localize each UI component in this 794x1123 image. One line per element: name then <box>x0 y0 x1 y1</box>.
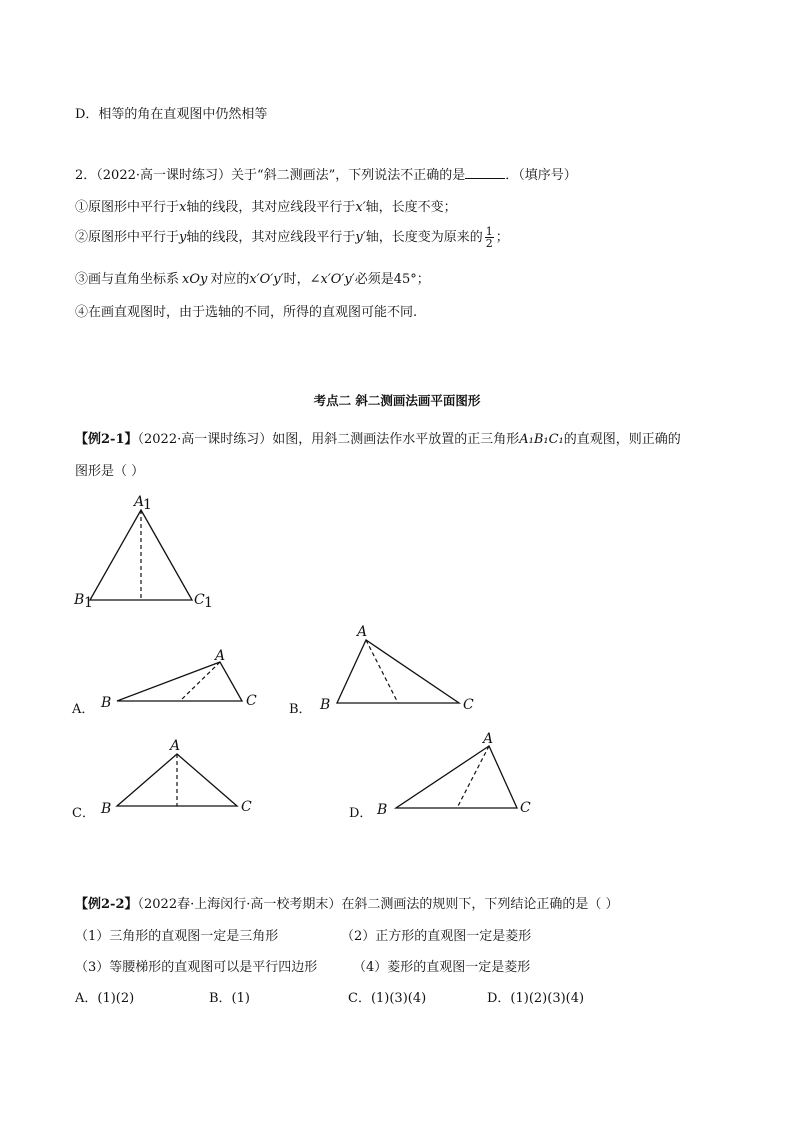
ex22-text: （2022春·上海闵行·高一校考期末）在斜二测画法的规则下，下列结论正确的是（ ） <box>137 897 619 912</box>
q2-item3-var2: x′O′y′ <box>249 272 284 287</box>
opt-b-label-a: A <box>357 624 368 640</box>
q2-suffix: ．（填序号） <box>505 168 577 183</box>
opt-b-label-c: C <box>463 697 474 713</box>
label-b1: B <box>74 592 85 608</box>
ex22-option-d[interactable]: D．(1)(2)(3)(4) <box>487 991 585 1006</box>
figure-option-c <box>100 738 252 817</box>
q2-item1-a: ①原图形中平行于 <box>75 200 180 215</box>
opt-a-label-b: B <box>101 695 112 711</box>
opt-b-label-b: B <box>320 697 331 713</box>
label-b1-sub: 1 <box>84 595 93 611</box>
figure-option-a <box>100 648 257 711</box>
triangle-b <box>337 640 459 703</box>
frac-num: 1 <box>485 225 493 238</box>
label-c1-sub: 1 <box>204 595 213 611</box>
ex22-tag: 【例2-2】 <box>75 897 138 912</box>
label-a1-sub: 1 <box>143 497 152 513</box>
section-title: 考点二 斜二测画法画平面图形 <box>313 393 481 408</box>
q2-item1-c: 轴，长度不变； <box>365 200 457 215</box>
q2-item2-c: 轴，长度变为原来的 <box>365 230 483 245</box>
q2-item3-c: 时， <box>283 272 310 287</box>
triangle-d <box>396 746 517 808</box>
q1-option-d: D．相等的角在直观图中仍然相等 <box>75 107 268 122</box>
q2-item3-var3: ∠x′O′y′ <box>309 272 355 287</box>
ex21-triangle-name: A₁B₁C₁ <box>519 432 564 447</box>
opt-c-label-c: C <box>241 799 252 815</box>
ex22-statement-4: （4）菱形的直观图一定是菱形 <box>353 960 531 975</box>
ex22-option-c[interactable]: C．(1)(3)(4) <box>348 991 427 1006</box>
option-d-label[interactable]: D． <box>349 806 373 821</box>
q2-item2-b: 轴的线段，其对应线段平行于 <box>186 230 356 245</box>
ex21-tag: 【例2-1】 <box>75 432 138 447</box>
q2-item3-d: 必须是45°； <box>354 272 430 287</box>
triangle-a <box>117 662 242 701</box>
option-b-label[interactable]: B． <box>289 702 312 717</box>
figure-option-b <box>319 624 474 713</box>
option-a-label[interactable]: A． <box>72 702 95 717</box>
ex22-statement-3: （3）等腰梯形的直观图可以是平行四边形 <box>75 960 318 975</box>
opt-d-label-a: A <box>483 731 494 747</box>
q2-item2-d: ； <box>495 230 509 245</box>
opt-d-label-c: C <box>520 800 531 816</box>
ex22-stem <box>75 893 618 912</box>
q2-item1-var2: x′ <box>355 200 366 215</box>
q2-item2-var1: y <box>179 230 187 245</box>
ex22-option-a[interactable]: A．(1)(2) <box>75 991 135 1006</box>
label-c1: C <box>194 592 205 608</box>
q2-item2-a: ②原图形中平行于 <box>75 230 180 245</box>
ex21-text: （2022·高一课时练习）如图，用斜二测画法作水平放置的正三角形 <box>137 432 520 447</box>
q2-item1-var1: x <box>179 200 187 215</box>
q2-item1-b: 轴的线段，其对应线段平行于 <box>186 200 356 215</box>
q2-item3-b: 对应的 <box>210 272 250 287</box>
ex22-option-b[interactable]: B．(1) <box>209 991 250 1006</box>
opt-c-label-b: B <box>101 801 112 817</box>
q2-item3-a: ③画与直角坐标系 <box>75 272 180 287</box>
opt-a-label-c: C <box>246 693 257 709</box>
dashed-d <box>457 746 489 808</box>
ex22-statement-1: （1）三角形的直观图一定是三角形 <box>75 929 279 944</box>
option-c-label[interactable]: C． <box>72 806 95 821</box>
q2-item2-var2: y′ <box>355 230 366 245</box>
opt-a-label-a: A <box>215 648 226 664</box>
opt-c-label-a: A <box>170 738 181 754</box>
ex21-line2: 图形是（ ） <box>75 464 145 479</box>
label-a1: A <box>134 494 145 510</box>
q2-item3-var1: xOy <box>182 272 208 287</box>
ex22-statement-2: （2）正方形的直观图一定是菱形 <box>341 929 532 944</box>
q2-item-4: ④在画直观图时，由于选轴的不同，所得的直观图可能不同. <box>75 305 418 320</box>
q2-prefix: 2．（2022·高一课时练习）关于“斜二测画法”，下列说法不正确的是 <box>75 168 466 183</box>
frac-den: 2 <box>485 237 493 250</box>
dashed-b <box>366 640 398 703</box>
dashed-a <box>180 662 220 701</box>
figure-option-d <box>376 731 531 818</box>
ex21-text-end: 的直观图，则正确的 <box>563 432 681 447</box>
opt-d-label-b: B <box>377 802 388 818</box>
